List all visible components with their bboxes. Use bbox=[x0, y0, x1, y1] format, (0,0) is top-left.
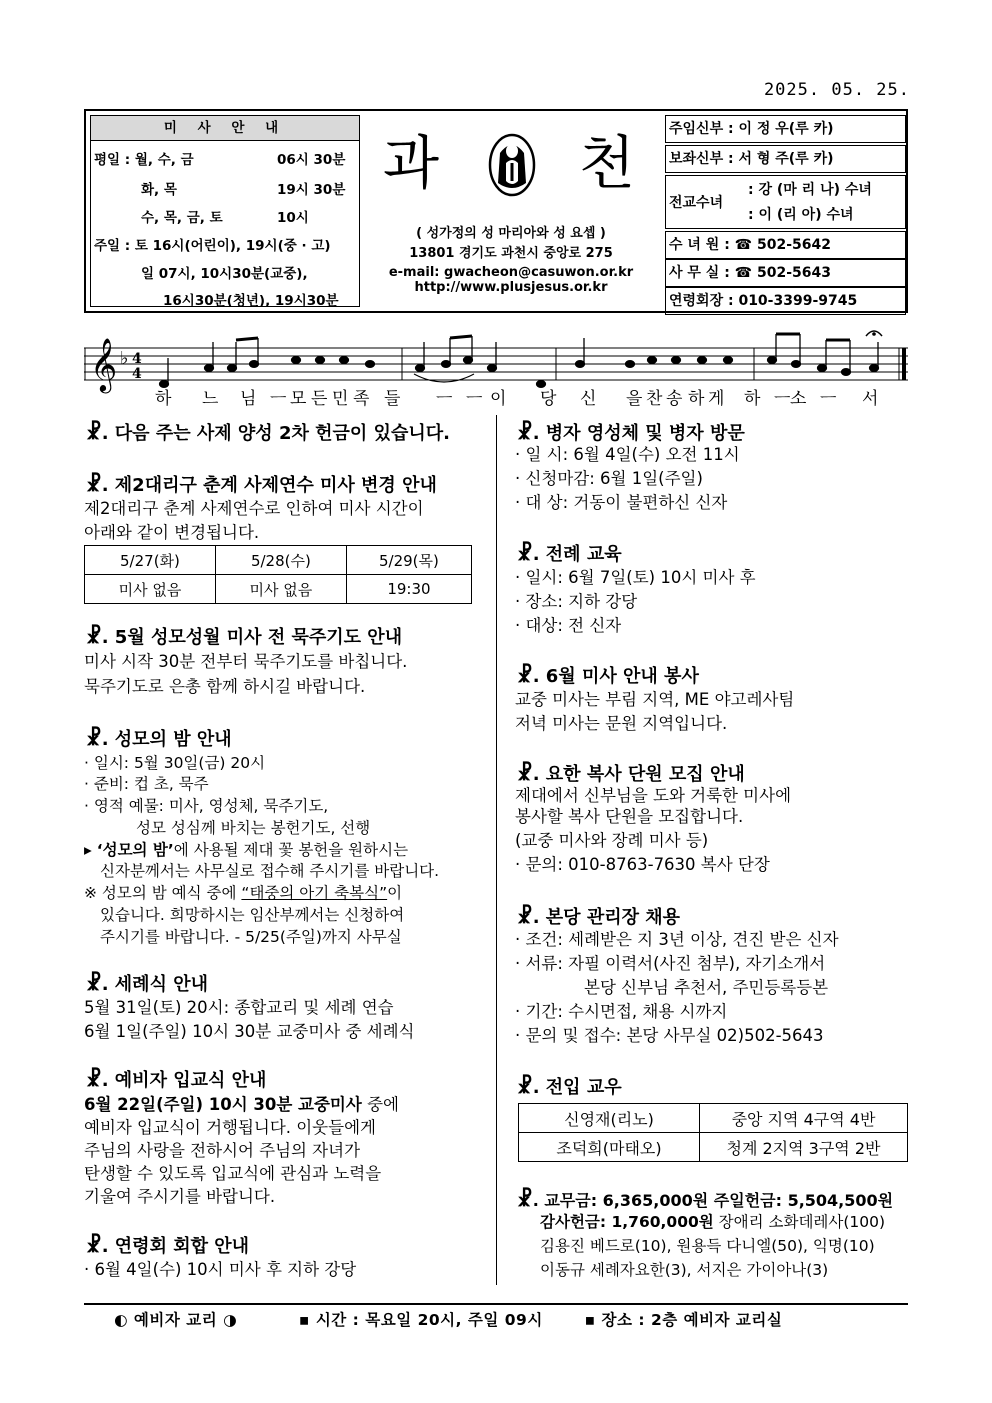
footer-divider bbox=[84, 1303, 908, 1305]
church-title-area bbox=[361, 111, 661, 311]
chi-rho-icon: ☧ bbox=[86, 420, 102, 444]
chi-rho-icon: ☧ bbox=[517, 1187, 533, 1211]
notice-line: · 준비: 컵 초, 묵주 bbox=[84, 775, 209, 793]
notice-line: 제대에서 신부님을 도와 거룩한 미사에 bbox=[515, 786, 792, 805]
notice-line: 신자분께서는 사무실로 접수해 주시기를 바랍니다. bbox=[100, 862, 440, 880]
bulletin-date: 2025. 05. 25. bbox=[763, 80, 910, 100]
notice-line: 본당 신부님 추천서, 주민등록등본 bbox=[584, 978, 829, 997]
notice-line: 있습니다. 희망하시는 임산부께서는 신청하여 bbox=[100, 906, 405, 924]
notice-line: · 일 시: 6월 4일(수) 오전 11시 bbox=[515, 445, 740, 464]
church-website: http://www.plusjesus.or.kr bbox=[414, 280, 608, 295]
svg-text:♭: ♭ bbox=[120, 348, 129, 369]
staff-row: 사 무 실 : ☎ 502-5643 bbox=[665, 259, 906, 287]
mass-change-table bbox=[84, 545, 472, 604]
notice-line: · 신청마감: 6월 1일(주일) bbox=[515, 469, 703, 488]
lyric-syllable: 들 bbox=[384, 389, 402, 409]
notice-line: ※ 성모의 밤 예식 중에 “태중의 아기 축복식”이 bbox=[84, 884, 403, 902]
notice-line: 저녁 미사는 문원 지역입니다. bbox=[515, 714, 728, 733]
section-title: ☧. 연령회 회합 안내 bbox=[86, 1233, 250, 1257]
church-name-part: 과 bbox=[383, 129, 440, 197]
chi-rho-icon: ☧ bbox=[517, 1074, 533, 1098]
section-title: ☧. 병자 영성체 및 병자 방문 bbox=[517, 420, 745, 444]
section-title: ☧. 다음 주는 사제 양성 2차 헌금이 있습니다. bbox=[86, 420, 450, 444]
section-title: ☧. 6월 미사 안내 봉사 bbox=[517, 663, 699, 687]
church-address: 13801 경기도 과천시 중앙로 275 bbox=[409, 246, 613, 261]
notice-line: · 문의: 010-8763-7630 복사 단장 bbox=[515, 855, 770, 874]
lyric-syllable: 모 bbox=[290, 389, 308, 409]
staff-row: 수 녀 원 : ☎ 502-5642 bbox=[665, 231, 906, 259]
notice-line: · 일시: 6월 7일(토) 10시 미사 후 bbox=[515, 568, 756, 587]
lyric-syllable: ㅡ bbox=[466, 389, 484, 409]
section-title: ☧. 5월 성모성월 미사 전 묵주기도 안내 bbox=[86, 624, 403, 648]
chi-rho-icon: ☧ bbox=[517, 663, 533, 687]
notice-line: · 서류: 자필 이력서(사진 첨부), 자기소개서 bbox=[515, 954, 826, 973]
notice-line: · 6월 4일(수) 10시 미사 후 지하 강당 bbox=[84, 1260, 357, 1279]
mass-row: 일 07시, 10시30분(교중), bbox=[141, 266, 308, 282]
notice-line: · 문의 및 접수: 본당 사무실 02)502-5643 bbox=[515, 1026, 824, 1045]
chi-rho-icon: ☧ bbox=[517, 541, 533, 565]
chi-rho-icon: ☧ bbox=[86, 1067, 102, 1091]
section-title: ☧. 본당 관리장 채용 bbox=[517, 904, 681, 928]
chi-rho-icon: ☧ bbox=[517, 420, 533, 444]
staff-row: 보좌신부 : 서 형 주(루 카) bbox=[665, 145, 906, 173]
offering-line: 김용진 베드로(10), 원용득 다니엘(50), 익명(10) bbox=[540, 1237, 875, 1255]
notice-line: ▸ ‘성모의 밤’에 사용될 제대 꽃 봉헌을 원하시는 bbox=[84, 841, 409, 859]
lyric-syllable: 민 bbox=[332, 389, 350, 409]
lyric-syllable: 찬 bbox=[646, 389, 664, 409]
table-cell: 5/28(수) bbox=[215, 546, 346, 575]
table-cell: 미사 없음 bbox=[85, 575, 216, 604]
table-cell: 5/27(화) bbox=[85, 546, 216, 575]
notice-line: 제2대리구 춘계 사제연수로 인하여 미사 시간이 bbox=[84, 499, 424, 518]
notice-line: · 장소: 지하 강당 bbox=[515, 592, 638, 611]
mass-schedule-box bbox=[90, 115, 360, 307]
lyric-syllable: 게 bbox=[708, 389, 726, 409]
new-parishioners-table bbox=[518, 1103, 908, 1162]
chi-rho-icon: ☧ bbox=[517, 904, 533, 928]
table-cell: 신영재(리노) bbox=[519, 1104, 700, 1133]
section-title: ☧. 제2대리구 춘계 사제연수 미사 변경 안내 bbox=[86, 472, 437, 496]
notice-line: · 조건: 세례받은 지 3년 이상, 견진 받은 신자 bbox=[515, 930, 839, 949]
lyric-syllable: ㅡ bbox=[820, 389, 838, 409]
lyric-syllable: 님 bbox=[240, 389, 258, 409]
section-title: ☧. 전례 교육 bbox=[517, 541, 622, 565]
section-title: ☧. 요한 복사 단원 모집 안내 bbox=[517, 761, 745, 785]
section-title: ☧. 전입 교우 bbox=[517, 1074, 622, 1098]
offering-line: 감사헌금: 1,760,000원 장애리 소화데레사(100) bbox=[540, 1213, 886, 1231]
notice-line: · 기간: 수시면접, 채용 시까지 bbox=[515, 1002, 728, 1021]
mass-row: 주일 : 토 16시(어린이), 19시(중 · 고) bbox=[94, 238, 331, 254]
catechism-footer: ◐ 예비자 교리 ◑ ▪ 시간 : 목요일 20시, 주일 09시 ▪ 장소 : 2층 예비자 교리실 bbox=[114, 1311, 783, 1329]
lyric-syllable: 족 bbox=[353, 389, 371, 409]
lyric-syllable: ㅡ bbox=[774, 389, 792, 409]
lyric-syllable: ㅡ bbox=[436, 389, 454, 409]
church-name-part: 천 bbox=[579, 129, 636, 197]
notice-line: 미사 시작 30분 전부터 묵주기도를 바칩니다. bbox=[84, 652, 408, 671]
svg-text:𝄞: 𝄞 bbox=[90, 337, 118, 391]
staff-row: 주임신부 : 이 정 우(루 카) bbox=[665, 115, 906, 143]
mass-time: 06시 30분 bbox=[277, 152, 346, 168]
table-cell: 5/29(목) bbox=[346, 546, 471, 575]
chi-rho-icon: ☧ bbox=[86, 1233, 102, 1257]
notice-line: 탄생할 수 있도록 입교식에 관심과 노력을 bbox=[84, 1164, 382, 1183]
staff-row: 전교수녀 : 강 (마 리 나) 수녀 : 이 (리 아) 수녀 bbox=[665, 175, 906, 229]
holy-family-logo bbox=[488, 133, 536, 197]
table-cell: 조덕희(마태오) bbox=[519, 1133, 700, 1162]
staff-row: 연령회장 : 010-3399-9745 bbox=[665, 287, 906, 315]
mass-row: 평일 : 월, 수, 금 bbox=[94, 152, 194, 168]
notice-line: 교중 미사는 부림 지역, ME 야고레사팀 bbox=[515, 690, 795, 709]
lyric-syllable: ㅡ bbox=[270, 389, 288, 409]
staff-list bbox=[665, 115, 906, 307]
notice-line: · 일시: 5월 30일(금) 20시 bbox=[84, 754, 266, 772]
section-title: ☧. 예비자 입교식 안내 bbox=[86, 1067, 267, 1091]
table-cell: 19:30 bbox=[346, 575, 471, 604]
notice-line: 5월 31일(토) 20시: 종합교리 및 세례 연습 bbox=[84, 998, 394, 1017]
mass-time: 10시 bbox=[277, 210, 309, 226]
chi-rho-icon: ☧ bbox=[86, 971, 102, 995]
notice-line: · 대 상: 거동이 불편하신 신자 bbox=[515, 493, 728, 512]
church-email: e-mail: gwacheon@casuwon.or.kr bbox=[388, 265, 634, 280]
mass-row: 수, 목, 금, 토 bbox=[141, 210, 223, 226]
notice-line: 주님의 사랑을 전하시어 주님의 자녀가 bbox=[84, 1141, 361, 1160]
notice-line: (교중 미사와 장례 미사 등) bbox=[515, 831, 709, 850]
chi-rho-icon: ☧ bbox=[86, 726, 102, 750]
mass-schedule-title: 미 사 안 내 bbox=[91, 116, 359, 141]
lyric-syllable: 이 bbox=[490, 389, 508, 409]
column-divider bbox=[496, 415, 497, 1285]
notice-line: 성모 성심께 바치는 봉헌기도, 선행 bbox=[136, 819, 371, 837]
notice-line: · 영적 예물: 미사, 영성체, 묵주기도, bbox=[84, 797, 329, 815]
notice-line: 묵주기도로 은총 함께 하시길 바랍니다. bbox=[84, 677, 366, 696]
lyric-syllable: 신 bbox=[580, 389, 598, 409]
chi-rho-icon: ☧ bbox=[517, 761, 533, 785]
svg-text:4: 4 bbox=[132, 366, 142, 382]
lyric-syllable: 소 bbox=[790, 389, 808, 409]
table-cell: 미사 없음 bbox=[215, 575, 346, 604]
notice-line: 주시기를 바랍니다. - 5/25(주일)까지 사무실 bbox=[100, 928, 402, 946]
chi-rho-icon: ☧ bbox=[86, 472, 102, 496]
section-title: ☧. 세례식 안내 bbox=[86, 971, 208, 995]
notice-line: 아래와 같이 변경됩니다. bbox=[84, 523, 260, 542]
offering-summary: ☧. 교무금: 6,365,000원 주일헌금: 5,504,500원 bbox=[517, 1187, 894, 1211]
lyric-syllable: 송 bbox=[666, 389, 684, 409]
mass-row: 16시30분(청년), 19시30분 bbox=[163, 293, 339, 309]
notice-line: 봉사할 복사 단원을 모집합니다. bbox=[515, 807, 744, 826]
section-title: ☧. 성모의 밤 안내 bbox=[86, 726, 232, 750]
church-subtitle: ( 성가정의 성 마리아와 성 요셉 ) bbox=[416, 226, 606, 241]
lyric-syllable: 서 bbox=[862, 389, 880, 409]
table-cell: 중앙 지역 4구역 4반 bbox=[700, 1104, 908, 1133]
table-cell: 청계 2지역 3구역 2반 bbox=[700, 1133, 908, 1162]
mass-time: 19시 30분 bbox=[277, 182, 346, 198]
notice-line: 예비자 입교식이 거행됩니다. 이웃들에게 bbox=[84, 1118, 376, 1137]
svg-text:4: 4 bbox=[132, 351, 142, 367]
lyric-syllable: 을 bbox=[626, 389, 644, 409]
notice-line: 6월 22일(주일) 10시 30분 교중미사 중에 bbox=[84, 1095, 399, 1114]
notice-line: 기울여 주시기를 바랍니다. bbox=[84, 1187, 276, 1206]
lyric-syllable: 하 bbox=[744, 389, 762, 409]
lyric-syllable: 하 bbox=[688, 389, 706, 409]
lyric-syllable: 하 bbox=[155, 389, 173, 409]
chi-rho-icon: ☧ bbox=[86, 624, 102, 648]
bulletin-header bbox=[84, 109, 908, 313]
lyric-syllable: 당 bbox=[540, 389, 558, 409]
notice-line: · 대상: 전 신자 bbox=[515, 616, 622, 635]
lyric-syllable: 든 bbox=[311, 389, 329, 409]
mass-row: 화, 목 bbox=[141, 182, 177, 198]
notice-line: 6월 1일(주일) 10시 30분 교중미사 중 세례식 bbox=[84, 1022, 415, 1041]
lyric-syllable: 느 bbox=[202, 389, 220, 409]
offering-line: 이동규 세례자요한(3), 서지은 가이아나(3) bbox=[540, 1261, 829, 1279]
